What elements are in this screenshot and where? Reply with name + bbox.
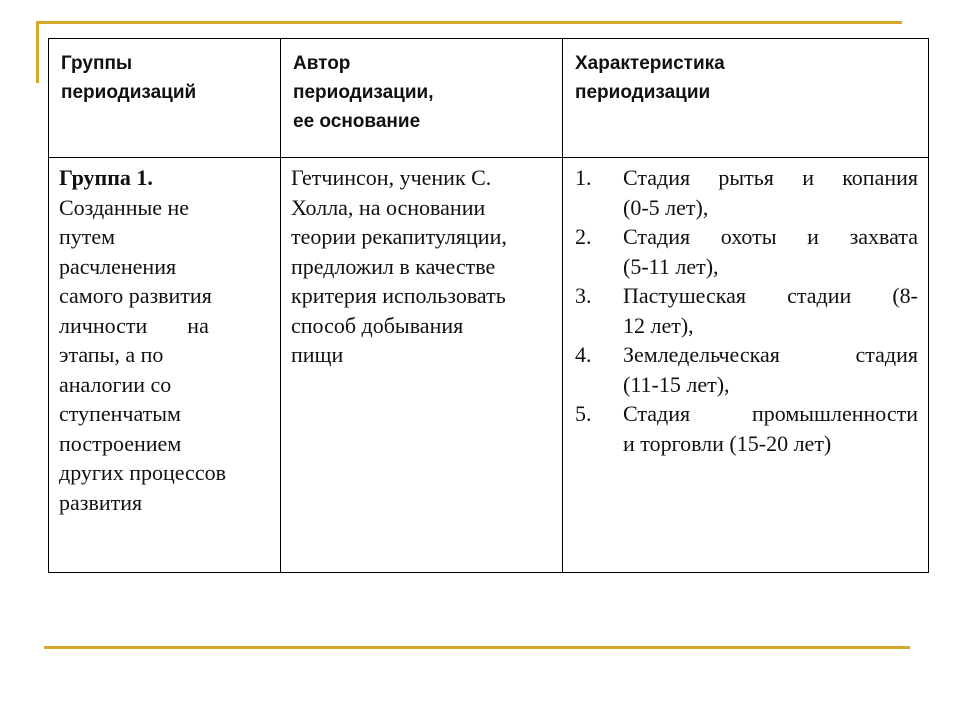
stage-text-line2: (5-11 лет),: [623, 253, 719, 279]
stage-text-line1: Стадия рытья и копания: [623, 165, 918, 190]
author-line: предложил в качестве: [291, 253, 496, 279]
stage-text-line1: Пастушеская стадии (8-: [623, 283, 918, 308]
author-line: пищи: [291, 342, 344, 367]
header-characteristic-line2: периодизации: [575, 82, 711, 103]
group-desc-line: развития: [59, 489, 143, 515]
header-groups-line1: Группы: [61, 53, 133, 74]
author-line: Гетчинсон, ученик С.: [291, 165, 492, 190]
header-groups-line2: периодизаций: [61, 82, 197, 103]
list-item: [575, 281, 918, 340]
group-desc-line: Созданные не: [59, 194, 190, 220]
group-desc-line: личности на: [59, 312, 209, 338]
group-desc-line: этапы, а по: [59, 342, 164, 367]
stage-text-line1: Земледельческая стадия: [623, 342, 918, 367]
table-row: [49, 158, 929, 573]
header-characteristic: [563, 39, 929, 158]
stage-text-line2: и торговли (15-20 лет): [623, 430, 832, 456]
header-author: [281, 39, 563, 158]
author-line: Холла, на основании: [291, 194, 486, 220]
group-desc-line: путем: [59, 224, 116, 249]
table-header-row: [49, 39, 929, 158]
author-line: теории рекапитуляции,: [291, 224, 507, 249]
periodization-table: [48, 38, 929, 573]
decorative-left-rule: [36, 21, 39, 83]
header-author-line2: периодизации,: [293, 82, 434, 103]
group-desc-line: аналогии со: [59, 371, 172, 397]
header-groups: [49, 39, 281, 158]
list-item: [575, 163, 918, 222]
group-desc-line: других процессов: [59, 460, 226, 485]
stage-text-line2: (0-5 лет),: [623, 194, 709, 220]
stage-number: 4.: [575, 342, 592, 367]
group-desc-line: построением: [59, 430, 182, 456]
group-desc-line: ступенчатым: [59, 401, 181, 426]
stage-number: 3.: [575, 283, 592, 308]
author-cell: [281, 158, 563, 573]
header-characteristic-line1: Характеристика: [575, 53, 725, 74]
list-item: [575, 340, 918, 399]
header-author-line3: ее основание: [293, 111, 421, 132]
stage-number: 5.: [575, 401, 592, 426]
list-item: [575, 399, 918, 458]
list-item: [575, 222, 918, 281]
author-line: критерия использовать: [291, 283, 506, 308]
stages-list: [575, 163, 918, 458]
decorative-bottom-rule: [44, 646, 910, 649]
group-desc-line: расчленения: [59, 253, 177, 279]
stage-text-line2: (11-15 лет),: [623, 371, 730, 397]
stage-text-line2: 12 лет),: [623, 312, 694, 338]
group-desc-line: самого развития: [59, 283, 212, 308]
group-cell: [49, 158, 281, 573]
stage-number: 1.: [575, 165, 592, 190]
author-line: способ добывания: [291, 312, 464, 338]
header-author-line1: Автор: [293, 53, 351, 74]
decorative-top-rule: [36, 21, 902, 24]
stage-text-line1: Стадия промышленности: [623, 401, 918, 426]
characteristic-cell: [563, 158, 929, 573]
stage-text-line1: Стадия охоты и захвата: [623, 224, 918, 249]
group-title: Группа 1.: [59, 165, 153, 190]
stage-number: 2.: [575, 224, 592, 249]
